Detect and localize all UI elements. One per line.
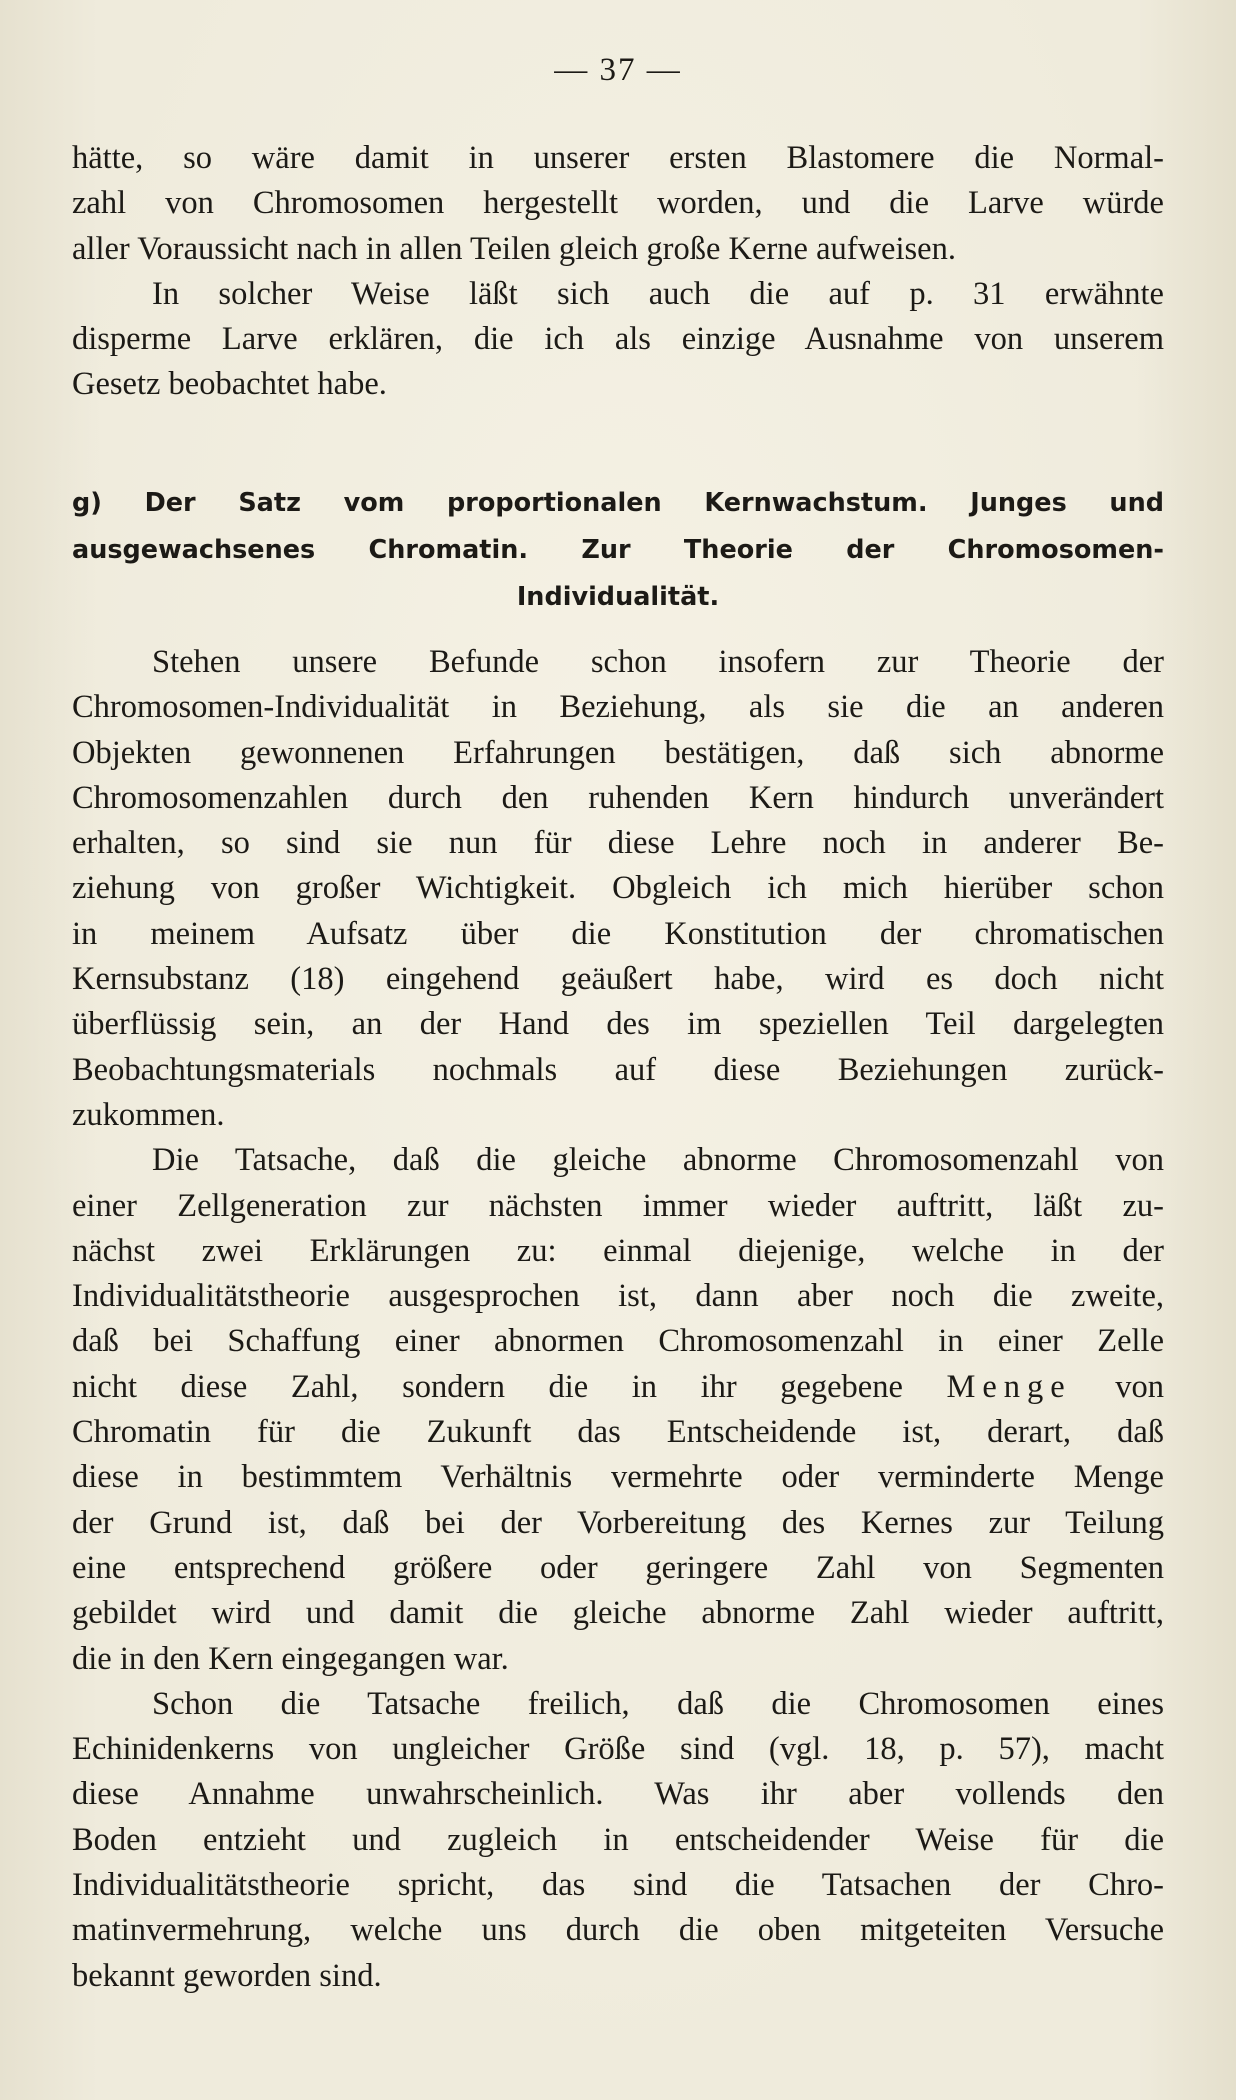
section-heading <box>72 480 1164 621</box>
text-line: Individualitätstheorie spricht, das sind die Tatsachen der Chro- <box>72 1867 1164 1904</box>
paragraph <box>72 1682 1164 1999</box>
text-line-with-emphasis: nicht diese Zahl, sondern die in ihr gegebene Menge von <box>72 1368 1164 1405</box>
text-line: Individualitätstheorie ausgesprochen ist, dann aber noch die zweite, <box>72 1278 1164 1315</box>
text-line: aller Voraussicht nach in allen Teilen gleich große Kerne aufweisen. <box>72 230 956 267</box>
text-line: Chromosomenzahlen durch den ruhenden Kern hindurch unverändert <box>72 779 1164 816</box>
text-line: daß bei Schaffung einer abnormen Chromosomenzahl in einer Zelle <box>72 1323 1164 1360</box>
text-line: erhalten, so sind sie nun für diese Lehre noch in anderer Be- <box>72 825 1164 862</box>
paragraph <box>72 272 1164 408</box>
text-line: eine entsprechend größere oder geringere Zahl von Segmenten <box>72 1549 1164 1586</box>
text-line: gebildet wird und damit die gleiche abnorme Zahl wieder auftritt, <box>72 1595 1164 1632</box>
heading-line: Individualität. <box>516 582 720 612</box>
text-line: Echinidenkerns von ungleicher Größe sind (vgl. 18, p. 57), macht <box>72 1731 1164 1768</box>
text-line: Gesetz beobachtet habe. <box>72 366 387 403</box>
body-text <box>72 640 1164 1999</box>
text-line: in meinem Aufsatz über die Konstitution der chromatischen <box>72 915 1164 952</box>
heading-line: g) Der Satz vom proportionalen Kernwachstum. Junges und <box>72 488 1164 518</box>
text-line: Objekten gewonnenen Erfahrungen bestätigen, daß sich abnorme <box>72 734 1164 771</box>
text-line: der Grund ist, daß bei der Vorbereitung des Kernes zur Teilung <box>72 1504 1164 1541</box>
text-line: Die Tatsache, daß die gleiche abnorme Chromosomenzahl von <box>152 1142 1164 1179</box>
text-line: Beobachtungsmaterials nochmals auf diese Beziehungen zurück- <box>72 1051 1164 1088</box>
text-line: Stehen unsere Befunde schon insofern zur Theorie der <box>152 644 1164 680</box>
text-line: In solcher Weise läßt sich auch die auf p. 31 erwähnte <box>152 275 1164 312</box>
text-line: Boden entzieht und zugleich in entscheidender Weise für die <box>72 1821 1164 1858</box>
heading-line: ausgewachsenes Chromatin. Zur Theorie der Chromosomen- <box>72 535 1164 565</box>
text-line: die in den Kern eingegangen war. <box>72 1640 509 1677</box>
text-line: diese in bestimmtem Verhältnis vermehrte oder verminderte Menge <box>72 1459 1164 1496</box>
text-line: matinvermehrung, welche uns durch die oben mitgeteiten Versuche <box>72 1912 1164 1949</box>
text-line: Schon die Tatsache freilich, daß die Chromosomen eines <box>152 1685 1164 1722</box>
paragraph <box>72 640 1164 1138</box>
text-line: zukommen. <box>72 1096 225 1133</box>
text-line: einer Zellgeneration zur nächsten immer wieder auftritt, läßt zu- <box>72 1187 1164 1224</box>
page-number: — 37 — <box>554 52 682 88</box>
emphasized-word: Menge <box>946 1368 1072 1405</box>
text-line: Kernsubstanz (18) eingehend geäußert habe, wird es doch nicht <box>72 961 1164 998</box>
top-text <box>72 136 1164 408</box>
text-line: disperme Larve erklären, die ich als einzige Ausnahme von unserem <box>72 321 1164 358</box>
paragraph-continuation <box>72 136 1164 272</box>
text-line: ziehung von großer Wichtigkeit. Obgleich ich mich hierüber schon <box>72 870 1164 907</box>
text-line: Chromatin für die Zukunft das Entscheidende ist, derart, daß <box>72 1414 1164 1451</box>
text-line: diese Annahme unwahrscheinlich. Was ihr aber vollends den <box>72 1776 1164 1813</box>
text-line: hätte, so wäre damit in unserer ersten Blastomere die Normal- <box>72 140 1164 176</box>
text-line: nächst zwei Erklärungen zu: einmal diejenige, welche in der <box>72 1232 1164 1269</box>
text-line: bekannt geworden sind. <box>72 1957 382 1994</box>
text-line: überflüssig sein, an der Hand des im speziellen Teil dargelegten <box>72 1006 1164 1043</box>
paragraph <box>72 1138 1164 1682</box>
text-line: Chromosomen-Individualität in Beziehung, als sie die an anderen <box>72 689 1164 726</box>
text-line: zahl von Chromosomen hergestellt worden, und die Larve würde <box>72 185 1164 222</box>
